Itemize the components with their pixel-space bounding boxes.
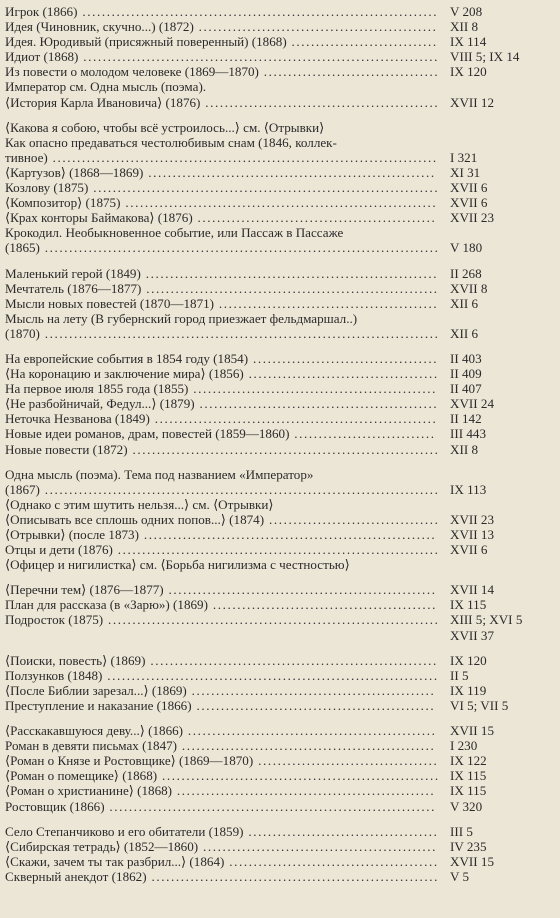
- leader-dots: .................................................: [194, 396, 439, 412]
- index-entry-line: [5, 628, 560, 643]
- entry-title: Одна мысль (поэма). Тема под названием «Император»: [5, 466, 314, 482]
- index-entry-line: [5, 512, 560, 527]
- volume-page-ref: V 320: [450, 798, 483, 814]
- entry-title: (1865): [5, 240, 40, 256]
- entry-title: Ползунков (1848): [5, 667, 103, 683]
- entry-title: ⟨Однако с этим шутить нельзя...⟩ см. ⟨Отрывки⟩: [5, 496, 274, 512]
- leader-dots: ...................................................................: [104, 798, 436, 814]
- leader-dots: ................................................: [198, 838, 437, 854]
- volume-page-ref: XI 31: [450, 164, 481, 180]
- volume-page-ref: V 5: [450, 868, 470, 884]
- volume-page-ref: IX 115: [450, 783, 487, 799]
- index-entry-line: [5, 296, 560, 311]
- volume-page-ref: V 208: [450, 4, 483, 19]
- leader-dots: ....................................: [258, 64, 440, 80]
- index-entry-line: [5, 612, 560, 627]
- volume-page-ref: IX 114: [450, 34, 487, 50]
- index-entry-line: [5, 497, 560, 512]
- volume-page-ref-continued: XVII 37: [450, 627, 494, 643]
- index-list: [5, 4, 560, 894]
- index-entry-line: [5, 225, 560, 240]
- index-entry-line: [5, 668, 560, 683]
- leader-dots: .........................................................................: [78, 49, 440, 65]
- index-entry-line: [5, 49, 560, 64]
- index-entry-line: [5, 351, 560, 366]
- entry-title: (1870): [5, 325, 40, 341]
- leader-dots: .....................................................: [172, 783, 436, 799]
- volume-page-ref: XII 6: [450, 295, 478, 311]
- leader-dots: .............................: [289, 426, 436, 442]
- index-entry-line: [5, 799, 560, 814]
- index-entry-line: [5, 753, 560, 768]
- index-section: [5, 582, 560, 642]
- index-entry-line: [5, 311, 560, 326]
- volume-page-ref: II 142: [450, 411, 482, 427]
- index-entry-line: [5, 165, 560, 180]
- index-entry-line: [5, 195, 560, 210]
- volume-page-ref: II 268: [450, 265, 482, 281]
- index-entry-line: [5, 79, 560, 94]
- index-entry-line: [5, 240, 560, 255]
- volume-page-ref: IX 120: [450, 652, 487, 668]
- leader-dots: ...........................................................: [145, 652, 438, 668]
- volume-page-ref: IX 120: [450, 64, 487, 80]
- volume-page-ref: VI 5; VII 5: [450, 697, 509, 713]
- entry-title: Село Степанчиково и его обитатели (1859): [5, 823, 244, 839]
- leader-dots: .....................................: [253, 753, 439, 769]
- leader-dots: ..................................................: [188, 381, 437, 397]
- volume-page-ref: II 409: [450, 366, 482, 382]
- entry-title: ⟨Сибирская тетрадь⟩ (1852—1860): [5, 838, 199, 854]
- volume-page-ref: IX 119: [450, 682, 487, 698]
- entry-title: ⟨Роман о помещике⟩ (1868): [5, 768, 158, 784]
- entry-title: ⟨Отрывки⟩ (после 1873): [5, 527, 139, 542]
- volume-page-ref: I 230: [450, 738, 478, 754]
- index-section: [5, 120, 560, 256]
- index-entry-line: [5, 120, 560, 135]
- entry-title: Скверный анекдот (1862): [5, 868, 147, 884]
- leader-dots: .........................................................: [157, 768, 440, 784]
- index-entry-line: [5, 95, 560, 110]
- index-entry-line: [5, 180, 560, 195]
- index-section: [5, 4, 560, 110]
- index-section: [5, 653, 560, 713]
- volume-page-ref: XVII 23: [450, 210, 494, 226]
- leader-dots: ............................................................: [140, 265, 439, 281]
- leader-dots: ................................................................: [120, 195, 438, 211]
- entry-title: ⟨Роман о Князе и Ростовщике⟩ (1869—1870): [5, 753, 254, 769]
- index-entry-line: [5, 411, 560, 426]
- entry-title: ⟨После Библии зарезал...⟩ (1869): [5, 682, 187, 698]
- entry-title: Преступление и наказание (1866): [5, 697, 192, 713]
- index-entry-line: [5, 396, 560, 411]
- volume-page-ref: II 403: [450, 350, 482, 366]
- volume-page-ref: XIII 5; XVI 5: [450, 612, 523, 628]
- index-entry-line: [5, 783, 560, 798]
- volume-page-ref: XVII 15: [450, 723, 494, 739]
- entry-title: (1867): [5, 481, 40, 497]
- leader-dots: .........................................................................: [77, 4, 439, 19]
- entry-title: Отцы и дети (1876): [5, 542, 113, 558]
- index-entry-line: [5, 135, 560, 150]
- entry-title: Идиот (1868): [5, 49, 79, 65]
- entry-title: На первое июля 1855 года (1855): [5, 381, 189, 397]
- entry-title: Идея. Юродивый (присяжный поверенный) (1868): [5, 34, 287, 50]
- volume-page-ref: XVII 6: [450, 180, 488, 196]
- leader-dots: .................................................: [192, 210, 437, 226]
- leader-dots: .................................................: [191, 697, 436, 713]
- leader-dots: .......................................: [243, 366, 439, 382]
- leader-dots: ..............................................: [207, 597, 438, 613]
- volume-page-ref: XII 6: [450, 325, 478, 341]
- entry-title: ⟨Скажи, зачем ты так разбрил...⟩ (1864): [5, 853, 225, 869]
- volume-page-ref: II 407: [450, 381, 482, 397]
- volume-page-ref: I 321: [450, 149, 478, 165]
- index-entry-line: [5, 854, 560, 869]
- leader-dots: .......................................................................: [88, 180, 440, 196]
- leader-dots: .................................................................................: [39, 240, 440, 256]
- entry-title: Идея (Чиновник, скучно...) (1872): [5, 19, 194, 35]
- entry-title: ⟨Композитор⟩ (1875): [5, 195, 121, 211]
- volume-page-ref: V 180: [450, 240, 483, 256]
- entry-title: Крокодил. Необыкновенное событие, или Пассаж в Пассаже: [5, 225, 344, 241]
- entry-title: Как опасно предаваться честолюбивым снам (1846, коллек-: [5, 134, 337, 150]
- volume-page-ref: XVII 23: [450, 511, 494, 527]
- index-entry-line: [5, 64, 560, 79]
- volume-page-ref: IX 115: [450, 597, 487, 613]
- entry-title: Игрок (1866): [5, 4, 78, 19]
- leader-dots: ....................................................................: [103, 612, 440, 628]
- index-entry-line: [5, 527, 560, 542]
- index-entry-line: [5, 869, 560, 884]
- entry-title: ⟨Перечни тем⟩ (1876—1877): [5, 582, 164, 598]
- index-entry-line: [5, 482, 560, 497]
- index-entry-line: [5, 824, 560, 839]
- index-entry-line: [5, 653, 560, 668]
- volume-page-ref: IV 235: [450, 838, 487, 854]
- leader-dots: .............................................: [214, 295, 439, 311]
- volume-page-ref: IX 115: [450, 768, 487, 784]
- leader-dots: .................................................: [193, 19, 438, 35]
- leader-dots: .......................................: [243, 823, 439, 839]
- index-entry-line: [5, 723, 560, 738]
- leader-dots: ...............................................................................: [47, 149, 438, 165]
- index-entry-line: [5, 768, 560, 783]
- index-entry-line: [5, 698, 560, 713]
- entry-title: Мысли новых повестей (1870—1871): [5, 295, 215, 311]
- entry-title: Маленький герой (1849): [5, 265, 141, 281]
- index-entry-line: [5, 281, 560, 296]
- entry-title: ⟨Описывать все сплошь одних попов...⟩ (1874): [5, 511, 265, 527]
- entry-title: тивное): [5, 149, 48, 165]
- entry-title: Подросток (1875): [5, 612, 104, 628]
- entry-title: Неточка Незванова (1849): [5, 411, 150, 427]
- index-entry-line: [5, 683, 560, 698]
- leader-dots: .................................................................................: [39, 481, 440, 497]
- leader-dots: ......................................: [248, 350, 439, 366]
- entry-title: ⟨На коронацию и заключение мира⟩ (1856): [5, 366, 244, 382]
- index-entry-line: [5, 442, 560, 457]
- volume-page-ref: XVII 8: [450, 280, 488, 296]
- leader-dots: .................................................................................: [39, 325, 440, 341]
- volume-page-ref: XVII 12: [450, 94, 494, 110]
- leader-dots: ....................................................................: [102, 667, 439, 683]
- index-entry-line: [5, 557, 560, 572]
- volume-page-ref: XVII 13: [450, 527, 494, 542]
- index-entry-line: [5, 150, 560, 165]
- entry-title: Из повести о молодом человеке (1869—1870): [5, 64, 259, 80]
- leader-dots: ..........................................................: [149, 411, 438, 427]
- index-section: [5, 266, 560, 341]
- index-entry-line: [5, 326, 560, 341]
- volume-page-ref: IX 122: [450, 753, 487, 769]
- index-entry-line: [5, 738, 560, 753]
- index-entry-line: [5, 210, 560, 225]
- volume-page-ref: VIII 5; IX 14: [450, 49, 520, 65]
- entry-title: Новые повести (1872): [5, 441, 128, 457]
- leader-dots: ....................................................: [177, 738, 436, 754]
- entry-title: На европейские события в 1854 году (1854): [5, 350, 249, 366]
- leader-dots: ............................................................: [138, 527, 437, 542]
- index-entry-line: [5, 4, 560, 19]
- entry-title: Император см. Одна мысль (поэма).: [5, 79, 207, 95]
- entry-title: ⟨Расскакавшуюся деву...⟩ (1866): [5, 723, 184, 739]
- entry-title: ⟨Роман о христианине⟩ (1868): [5, 783, 173, 799]
- volume-page-ref: III 5: [450, 823, 473, 839]
- entry-title: ⟨История Карла Ивановича⟩ (1876): [5, 94, 201, 110]
- leader-dots: ...............................................................: [127, 441, 440, 457]
- index-section: [5, 723, 560, 814]
- index-section: [5, 824, 560, 884]
- index-entry-line: [5, 542, 560, 557]
- index-entry-line: [5, 597, 560, 612]
- volume-page-ref: XVII 6: [450, 195, 488, 211]
- leader-dots: ...................................................: [183, 723, 437, 739]
- entry-title: Роман в девяти письмах (1847): [5, 738, 178, 754]
- index-entry-line: [5, 426, 560, 441]
- volume-page-ref: XVII 14: [450, 582, 494, 598]
- entry-title: ⟨Поиски, повесть⟩ (1869): [5, 652, 146, 668]
- entry-title: Мечтатель (1876—1877): [5, 280, 142, 296]
- index-section: [5, 467, 560, 573]
- leader-dots: ..................................................: [186, 682, 436, 698]
- volume-page-ref: XVII 15: [450, 853, 494, 869]
- volume-page-ref: XII 8: [450, 19, 478, 35]
- leader-dots: ................................................: [200, 94, 440, 110]
- index-entry-line: [5, 582, 560, 597]
- volume-page-ref: XVII 24: [450, 396, 494, 412]
- index-entry-line: [5, 366, 560, 381]
- volume-page-ref: XVII 6: [450, 542, 488, 558]
- entry-title: Ростовщик (1866): [5, 798, 105, 814]
- entry-title: ⟨Картузов⟩ (1868—1869): [5, 164, 144, 180]
- entry-title: ⟨Какова я собою, чтобы всё устроилось...⟩ см. ⟨Отрывки⟩: [5, 119, 325, 135]
- entry-title: ⟨Не разбойничай, Федул...⟩ (1879): [5, 396, 195, 412]
- volume-page-ref: III 443: [450, 426, 486, 442]
- index-entry-line: [5, 839, 560, 854]
- index-section: [5, 351, 560, 457]
- leader-dots: ............................................................: [141, 280, 439, 296]
- leader-dots: ..................................................................: [112, 542, 440, 558]
- entry-title: ⟨Крах конторы Баймакова⟩ (1876): [5, 210, 193, 226]
- index-entry-line: [5, 34, 560, 49]
- leader-dots: ...........................................: [224, 853, 439, 869]
- leader-dots: ...........................................................: [143, 164, 436, 180]
- leader-dots: ...................................: [264, 511, 440, 527]
- index-entry-line: [5, 467, 560, 482]
- leader-dots: .......................................................: [163, 582, 437, 598]
- entry-title: Новые идеи романов, драм, повестей (1859—1860): [5, 426, 290, 442]
- entry-title: Мысль на лету (В губернский город приезжает фельдмаршал..): [5, 310, 358, 326]
- entry-title: ⟨Офицер и нигилистка⟩ см. ⟨Борьба нигилизма с честностью⟩: [5, 557, 350, 573]
- leader-dots: ..............................: [286, 34, 438, 50]
- volume-page-ref: XII 8: [450, 441, 478, 457]
- index-entry-line: [5, 381, 560, 396]
- entry-title: Козлову (1875): [5, 180, 89, 196]
- entry-title: План для рассказа (в «Зарю») (1869): [5, 597, 208, 613]
- volume-page-ref: II 5: [450, 667, 469, 683]
- leader-dots: ...........................................................: [146, 868, 439, 884]
- index-entry-line: [5, 266, 560, 281]
- index-entry-line: [5, 19, 560, 34]
- volume-page-ref: IX 113: [450, 481, 487, 497]
